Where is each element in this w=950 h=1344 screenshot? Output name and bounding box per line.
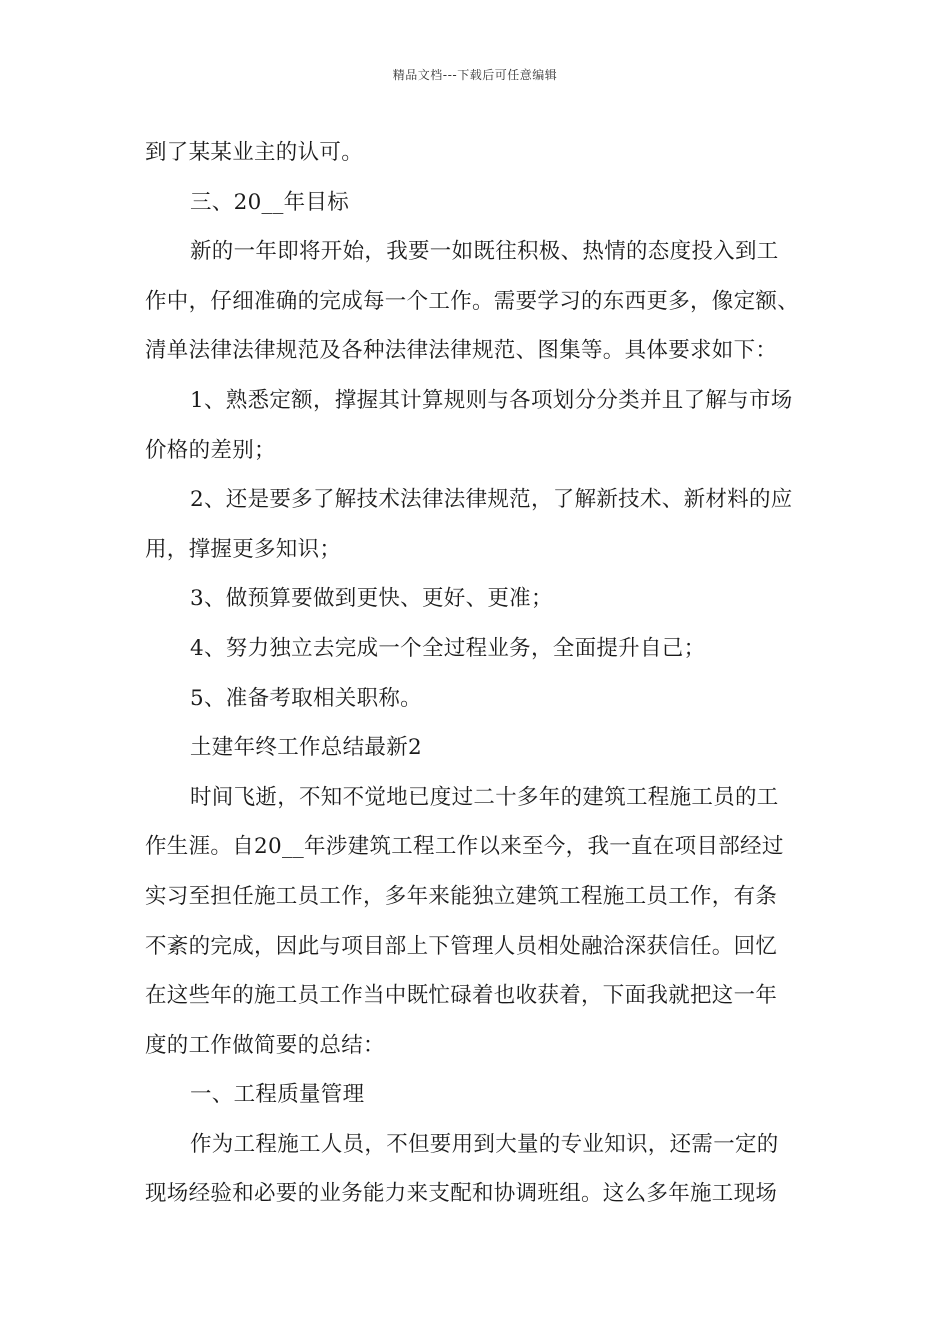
list-item: 1、熟悉定额，撑握其计算规则与各项划分分类并且了解与市场 xyxy=(190,387,793,413)
list-item: 5、准备考取相关职称。 xyxy=(190,685,422,711)
list-item: 3、做预算要做到更快、更好、更准； xyxy=(190,586,553,612)
text-line: 清单法律法律规范及各种法律法律规范、图集等。具体要求如下： xyxy=(145,338,778,364)
text-line: 作中，仔细准确的完成每一个工作。需要学习的东西更多，像定额、 xyxy=(145,288,800,314)
text-line: 现场经验和必要的业务能力来支配和协调班组。这么多年施工现场 xyxy=(145,1181,778,1207)
document-body xyxy=(145,128,825,1219)
document-title: 土建年终工作总结最新2 xyxy=(190,735,422,761)
text-line: 在这些年的施工员工作当中既忙碌着也收获着，下面我就把这一年 xyxy=(145,983,778,1009)
text-line: 作为工程施工人员，不但要用到大量的专业知识，还需一定的 xyxy=(190,1131,779,1157)
list-item: 2、还是要多了解技术法律法律规范，了解新技术、新材料的应 xyxy=(190,487,793,513)
section-heading: 三、20__年目标 xyxy=(190,189,350,215)
text-line: 到了某某业主的认可。 xyxy=(145,140,364,165)
text-line: 不紊的完成，因此与项目部上下管理人员相处融洽深获信任。回忆 xyxy=(145,933,778,959)
section-heading: 一、工程质量管理 xyxy=(190,1082,365,1108)
text-line: 价格的差别； xyxy=(145,437,276,463)
text-line: 新的一年即将开始，我要一如既往积极、热情的态度投入到工 xyxy=(190,239,779,265)
text-line: 用，撑握更多知识； xyxy=(145,536,342,562)
text-line: 作生涯。自20__年涉建筑工程工作以来至今，我一直在项目部经过 xyxy=(145,834,784,860)
text-line: 实习至担任施工员工作，多年来能独立建筑工程施工员工作，有条 xyxy=(145,883,778,909)
text-line: 度的工作做简要的总结： xyxy=(145,1032,385,1058)
page-header: 精品文档---下载后可任意编辑 xyxy=(392,68,558,82)
text-line: 时间飞逝，不知不觉地已度过二十多年的建筑工程施工员的工 xyxy=(190,784,779,810)
list-item: 4、努力独立去完成一个全过程业务，全面提升自己； xyxy=(190,635,706,661)
